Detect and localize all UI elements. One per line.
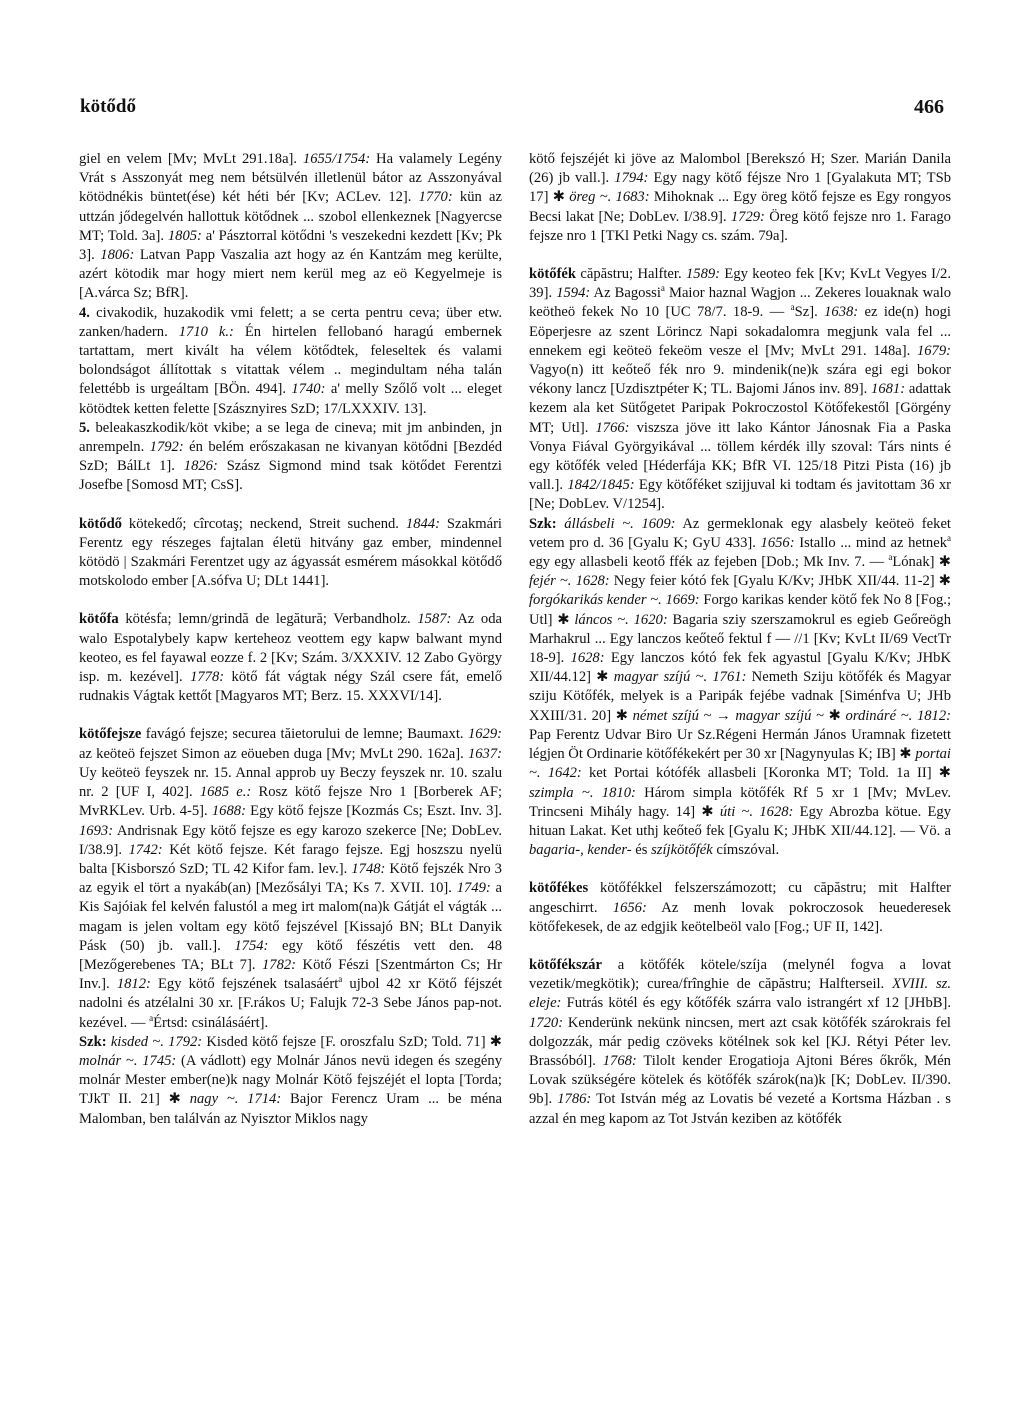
body-text: Latvan Papp Vaszalia azt hogy az én Kantzám meg kerülte, azért kötodik mar hogy miert nem kerül meg az eö Kegyelmeje is [A.várca Sz; BfR]. — [79, 247, 502, 302]
body-text: Kenderünk nekünk nincsen, mert azt csak kötőfék szárokrais fel dolgozzák, már pedig czöveks kötélnek sok kel [KJ. Rétyi Péter lev. Brassóból]. — [529, 1014, 951, 1069]
body-text: beleakaszkodik/köt vkibe; a se lega de cineva; mit jm anbinden, jn anrempeln. — [79, 419, 502, 456]
italic-text: bagaria-, kender- — [529, 842, 632, 859]
body-text: ket Portai kótófék allasbeli [Koronka MT; Told. 1a II] ✱ — [581, 765, 952, 782]
italic-text: 1812: — [116, 976, 151, 993]
italic-text: ordináré ~. — [845, 707, 913, 724]
body-text: adattak kezem ala ket Sütőgetet Paripak Pokroczostol Kötőfekestől [Görgény MT; Utl]. — [529, 381, 951, 436]
italic-text: úti ~. — [719, 803, 754, 820]
italic-text: láncos ~. — [574, 611, 629, 628]
body-text — [238, 1091, 247, 1107]
body-text: kötésfa; lemn/grindă de legătură; Verbandholz. — [118, 611, 418, 628]
italic-text: nagy ~. — [189, 1091, 239, 1108]
body-text: Szász Sigmond mind tsak kötődet Ferentzi Josefbe [Somosd MT; CsS]. — [79, 458, 502, 494]
italic-text: 1679: — [916, 342, 951, 359]
italic-text: 1768: — [602, 1052, 637, 1069]
body-text: Lónak] ✱ — [892, 554, 951, 571]
body-text: a' melly Szőlő volt ... eleget kötödtek ketten felette [Szásznyires SzD; 17/LXXXIV. 13]. — [79, 381, 502, 417]
italic-text: 1786: — [557, 1091, 592, 1108]
italic-text: 1792: — [168, 1033, 203, 1050]
body-text: Öreg kötő fejsze nro 1. Farago fejsze nro 1 [TKl Petki Nagy cs. szám. 79a]. — [529, 208, 951, 244]
headword: kötőfék — [529, 266, 577, 283]
entry-paragraph-kotofek — [529, 265, 951, 515]
italic-text: 1810: — [601, 784, 636, 801]
body-text: Három simpla kötőfék Rf 5 xr 1 [Mv; MvLev. Trincseni Mihály hagy. 14] ✱ — [529, 784, 951, 820]
headword: kötődő — [79, 515, 122, 532]
italic-text: 1842/1845: — [567, 477, 635, 494]
italic-text: 1805: — [167, 227, 202, 244]
italic-text: 1656: — [760, 534, 795, 551]
body-text — [541, 765, 548, 781]
italic-text: 1749: — [456, 880, 491, 897]
italic-text: 1620: — [633, 611, 668, 628]
entry-paragraph-sense4 — [79, 304, 502, 419]
body-text: (A vádlott) egy Molnár János nevü idegen és szegény molnár Mester ember(ne)k nagy Molnár Kötő fejszéjét el lopta [Torda; TJkT II. 21] ✱ — [79, 1052, 502, 1108]
italic-text: portai ~. — [529, 746, 951, 782]
body-text: Egy nagy kötő féjsze Nro 1 [Gyalakuta MT; TSb 17] ✱ — [529, 170, 951, 206]
body-text: ujbol 42 xr Kötő féjszét nadolni és atzélalni 30 xr. [F.rákos U; Falujk 72-3 Sebe János pap-not. kezével. — — [79, 976, 503, 1031]
running-headword: kötődő — [80, 96, 136, 117]
italic-text: 1683: — [615, 189, 650, 206]
body-text: Szakmári Ferentz egy részeges fajtalan életü hitvány gaz ember, mindennel kötödö | Szakmári Ferentzet ugy az ágyassát esmérem másokkal kötődő motskolodo ember [A.sófva U; DLt 1441]. — [79, 515, 502, 590]
body-text: Uy keöteö feyszek nr. 15. Annal approb uy Beczy feyszek nr. 10. szalu nr. 2 [UF I, 402]. — [79, 764, 502, 801]
italic-text: 1844: — [405, 515, 440, 532]
italic-text: 1794: — [614, 170, 649, 187]
italic-text: 1710 k.: — [178, 323, 234, 340]
body-text: viszsza jöve itt lako Kántor Jánosnak Fia a Paska Vonya Fiával Györgyikával ... töllem kérdék illy szoval: Társ nints é egy kötőfék veled [Héderfája KK; BfR VI. 125/18 Pitzi Pista (16) jb vall.]. — [529, 419, 952, 494]
italic-text: 1748: — [351, 860, 386, 877]
body-text: Az Bagossi — [590, 285, 661, 302]
italic-text: állásbeli ~. — [564, 515, 634, 532]
body-text: Futrás kötél és egy kőtőfék szárra valo istrangért xf 12 [JHbB]. — [561, 995, 951, 1012]
italic-text: 1714: — [247, 1091, 282, 1108]
bold-label: 5. — [79, 419, 90, 436]
italic-text: 1745: — [142, 1052, 177, 1069]
body-text: Negy feier kótó fek [Gyalu K/Kv; JHbK XII/44. 11-2] ✱ — [609, 573, 951, 590]
footnote-marker: a — [888, 552, 893, 563]
body-text: Mihoknak ... Egy öreg kötő fejsze es Egy rongyos Becsi lakat [Ne; DobLev. I/38.9]. — [529, 189, 952, 225]
body-text: címszóval. — [712, 842, 780, 859]
entry-paragraph-kotofekes — [529, 879, 951, 937]
italic-text: 1681: — [871, 381, 906, 398]
body-text: civakodik, huzakodik vmi felett; a se certa pentru ceva; über etw. zanken/hadern. — [79, 304, 502, 340]
italic-text: 1628: — [575, 573, 610, 590]
entry-paragraph-kotofa — [79, 610, 502, 706]
body-text: favágó fejsze; securea tăietorului de lemne; Baumaxt. — [141, 726, 468, 743]
body-text: Tot István még az Lovatis bé vezeté a Kortsma Házban . s azzal én meg kapom az Tot Jstván keziben az kötőfék — [529, 1091, 951, 1127]
body-text: kötő fát vágtak négy Szál csere fát, emelő rudnakis Vágtak kettőt [Magyaros MT; Berz. 15. XXXVI/14]. — [79, 669, 502, 705]
italic-text: 1637: — [467, 745, 502, 762]
body-text: Az oda walo Espotalybely kapw kerteheoz veottem egy kapw balwant mynd keoteo, es fel fayawal eozze f. 2 [Kv; Szám. 3/XXXIV. 12 Zabo György isp. m. kezével]. — [79, 611, 502, 686]
italic-text: 1770: — [418, 189, 453, 206]
body-text: és — [631, 842, 652, 859]
italic-text: 1782: — [261, 956, 297, 973]
footnote-marker: a — [149, 1012, 154, 1023]
headword: kötőfékszár — [529, 956, 602, 973]
italic-text: fejér ~. — [529, 573, 572, 590]
footnote-marker: a — [947, 533, 951, 543]
italic-text: 1628: — [759, 803, 794, 820]
body-text: Istallo ... mind az hetnek — [794, 534, 947, 551]
italic-text: 1655/1754: — [302, 151, 371, 167]
body-text: Bajor Ferencz Uram ... be ména Malomban, ben találván az Nyisztor Miklos nagy — [79, 1091, 503, 1127]
italic-text: 1656: — [612, 899, 647, 916]
italic-text: 1742: — [128, 841, 163, 858]
left-column — [79, 150, 502, 1129]
italic-text: XVIII. sz. eleje: — [529, 976, 952, 1012]
body-text: Egy kötő fejsze [Kozmás Cs; Eszt. Inv. 3]. — [245, 803, 502, 820]
entry-paragraph-szk-kisded — [79, 1033, 502, 1129]
body-text: kün az uttzán jődegelvén hallottuk kötődnek ... szobol ellenkeznek [Nagyercse MT; Told. 3a]. — [79, 189, 502, 244]
italic-text: 1693: — [79, 822, 114, 839]
body-text: a kötőfék kötele/szíja (melynél fogva a lovat vezetik/megkötik); curea/frînghie de căpăstru; Halfterseil. — [529, 956, 951, 993]
body-text: Forgo karikas kender kötő fek No 8 [Fog.; Utl] ✱ — [529, 592, 952, 628]
italic-text: 1806: — [100, 247, 135, 264]
entry-paragraph-kotofekszar — [529, 956, 951, 1129]
italic-text: öreg ~. — [569, 189, 612, 206]
entry-paragraph-cont-r — [529, 150, 951, 246]
body-text: Maior haznal Wagjon ... Zekeres louaknak walo keötheö fekek No 10 [UC 78/7. 18-9. — — [529, 285, 951, 321]
body-text — [593, 785, 601, 801]
italic-text: magyar szíjú ~. — [613, 669, 708, 686]
body-text: Sz]. — [794, 304, 825, 321]
headword: kötőfa — [79, 611, 119, 628]
italic-text: 1609: — [641, 515, 676, 532]
headword: kötőfékes — [529, 880, 589, 897]
body-text: én belém erőszakasan ne kivanyan kötődni [Bezdéd SzD; BálLt 1]. — [79, 439, 502, 475]
italic-text: 1669: — [665, 592, 700, 609]
italic-text: 1688: — [211, 803, 246, 820]
body-text: Tilolt kender Erogatioja Ajtoni Béres őkrők, Mén Lovak szükségére kötelek és kötőfék szárok(na)k [K; DobLev. II/390. 9b]. — [529, 1052, 951, 1108]
body-text: a' Pásztorral kötődni 's veszekedni kezdett [Kv; Pk 3]. — [79, 227, 503, 264]
body-text: giel en velem [Mv; MvLt 291.18a]. — [79, 151, 303, 167]
right-column — [529, 150, 951, 1129]
body-text: Kötő Fészi [Szentmárton Cs; Hr Inv.]. — [79, 956, 502, 993]
body-text: Kötő fejszék Nro 3 az egyik el tört a nyakáb(an) [Mezősályi TA; Ks 7. XVII. 10]. — [79, 860, 502, 897]
italic-text: 1740: — [291, 381, 326, 398]
entry-paragraph-szk-allasbeli — [529, 515, 951, 861]
body-text: kötő fejszéjét ki jöve az Malombol [Berekszó H; Szer. Marián Danila (26) jb vall.]. — [529, 151, 951, 187]
entry-paragraph-sense5 — [79, 419, 502, 496]
page-number: 466 — [914, 96, 944, 118]
italic-text: 1754: — [234, 937, 269, 954]
body-text: Kisded kötő fejsze [F. oroszfalu SzD; Told. 71] ✱ — [202, 1033, 503, 1050]
body-text: Egy Abrozba kötue. Egy hituan Lakat. Ket uthj keőteő fek [Gyalu K; JHbK XII/44.12]. — Vö. a — [529, 803, 951, 839]
italic-text: 1729: — [730, 208, 765, 225]
body-text: egy kötő fészétis vett den. 48 [Mezőgerebenes TA; BLt 7]. — [79, 937, 502, 973]
body-text: Nemeth Sziju kötőfék és Magyar sziju Kötőfék, melyek is a Paripák fejébe vadnak [Siménfva U; JHb XXIII/31. 20] ✱ — [529, 669, 951, 724]
body-text: Egy keoteo fek [Kv; KvLt Vegyes I/2. 39]. — [529, 266, 951, 302]
italic-text: 1594: — [556, 285, 591, 302]
body-text: Az germeklonak egy alasbely keöteö feket vetem pro d. 36 [Gyalu K; GyU 433]. — [529, 515, 951, 551]
italic-text: 1642: — [547, 765, 582, 782]
bold-label: Szk: — [529, 515, 557, 532]
footnote-marker: a — [790, 302, 795, 313]
bold-label: Szk: — [79, 1033, 107, 1050]
body-text: ✱ — [823, 707, 846, 724]
body-text: Rosz kötő fejsze Nro 1 [Borberek AF; MvRKLev. Urb. 4-5]. — [79, 784, 502, 820]
body-text: egy egy allasbeli keotő ffék az fejeben [Dob.; Mk Inv. 7. — — [529, 554, 889, 571]
body-text: Egy lanczos kótó fek fek agyastul [Gyalu K/Kv; JHbK XII/44.12] ✱ — [529, 650, 951, 686]
italic-text: 1826: — [183, 458, 218, 475]
body-text: Pap Ferentz Udvar Biro Ur Sz.Régeni Hermán János Uramnak fizetett légjen Öt Ordinarie kötőfékekért per 30 xr [Nagynyulas K; IB] ✱ — [529, 726, 951, 763]
body-text: Két kötő fejsze. Két farago fejsze. Egj hoszszu nyelü balta [Kisborszó SzD; TL 42 Kifor fam. lev.]. — [79, 841, 502, 877]
body-text: Az menh lovak pokroczosok heuederesek kötőfekesek, de az edgjik keötelbeöl valo [Fog.; UF II, 142]. — [529, 899, 951, 935]
body-text: Én hirtelen fellobanó haragú embernek tartattam, mert kivált ha vélem kötődtek, feleseltek és valami bolondságot állítottak s vitattak vélem .. megindultam néha talán felettébb is urgeáltam [BÖn. 494]. — [79, 323, 502, 398]
italic-text: kisded ~. — [110, 1033, 164, 1050]
entry-paragraph-kotofejsze — [79, 725, 502, 1032]
italic-text: szíjkötőfék — [651, 842, 713, 859]
body-text: az keöteö fejszet Simon az eöueben duga [Mv; MvLt 290. 162a]. — [79, 745, 468, 762]
italic-text: 1638: — [824, 304, 859, 321]
entry-paragraph-cont — [79, 150, 502, 304]
headword: kötőfejsze — [79, 726, 142, 743]
footnote-marker: a — [338, 974, 343, 985]
italic-text: 1761: — [712, 669, 747, 686]
italic-text: 1587: — [417, 611, 452, 628]
italic-text: forgókarikás kender ~. — [529, 592, 662, 609]
body-text: kötőfékkel felszerszámozott; cu căpăstru; mit Halfter angeschirrt. — [529, 880, 951, 916]
italic-text: 1812: — [916, 707, 951, 724]
body-text: Értsd: csinálásáért]. — [153, 1014, 269, 1031]
italic-text: 1685 e.: — [199, 784, 252, 801]
footnote-marker: a — [660, 283, 665, 294]
italic-text: 1589: — [685, 266, 721, 283]
italic-text: 1629: — [467, 726, 502, 743]
italic-text: német szíjú ~ → magyar szíjú ~ — [632, 707, 824, 724]
bold-label: 4. — [79, 304, 90, 321]
italic-text: molnár ~. — [79, 1052, 138, 1069]
body-text: Vagyo(n) itt keőteő fék nro 9. mindenik(ne)k szára egi egi bokor vékony lancz [Uzdisztpéter K; TL. Bajomi János inv. 89]. — [529, 362, 951, 398]
body-text: Ha valamely Legény Vrát s Asszonyát meg nem bétsülvén illetlenül bátor az Asszonyával kötödnékis büntet(ése) két héti bér [Kv; ACLev. 12]. — [79, 151, 502, 206]
italic-text: 1792: — [149, 439, 184, 456]
running-head — [80, 96, 944, 126]
italic-text: 1720: — [529, 1014, 564, 1031]
body-text: Egy kötőféket szijjuval ki todtam és javitottam 36 xr [Ne; DobLev. V/1254]. — [529, 477, 951, 513]
body-text: Egy kötő fejszének tsalasáért — [150, 976, 339, 993]
italic-text: 1766: — [595, 419, 630, 436]
italic-text: 1628: — [570, 650, 605, 667]
body-text: căpăstru; Halfter. — [576, 266, 686, 283]
body-text: kötekedő; cîrcotaş; neckend, Streit suchend. — [121, 515, 406, 532]
italic-text: szimpla ~. — [529, 784, 594, 801]
body-text: Bagaria sziy szerszamokrul es egieb Geőreögh Marhakrul ... Egy lanczos keőteő fektul f — //1 [Kv; KvLt II/69 VectTr 18-9]. — [529, 611, 951, 667]
body-text: a Kis Sajóiak fel kelvén falustól a meg irt malom(na)k Gátját el vágták ... magam is jelen voltam egy kötő fejszével [Kissajó BN; BLt Danyik Pásk (50) jb. vall.]. — [79, 880, 502, 954]
body-text: Andrisnak Egy kötő fejsze es egy karozo szekerce [Ne; DobLev. I/38.9]. — [79, 822, 502, 858]
entry-paragraph-kotodo — [79, 515, 502, 592]
body-text: ez ide(n) hogi Eöperjesre az szent Lörincz Napi sokadalomra megjunk vala fel ... ennekem egi keöteö fekeöm vesze el [Mv; MvLt 291. 148a]. — [529, 304, 951, 359]
italic-text: 1778: — [190, 669, 225, 686]
